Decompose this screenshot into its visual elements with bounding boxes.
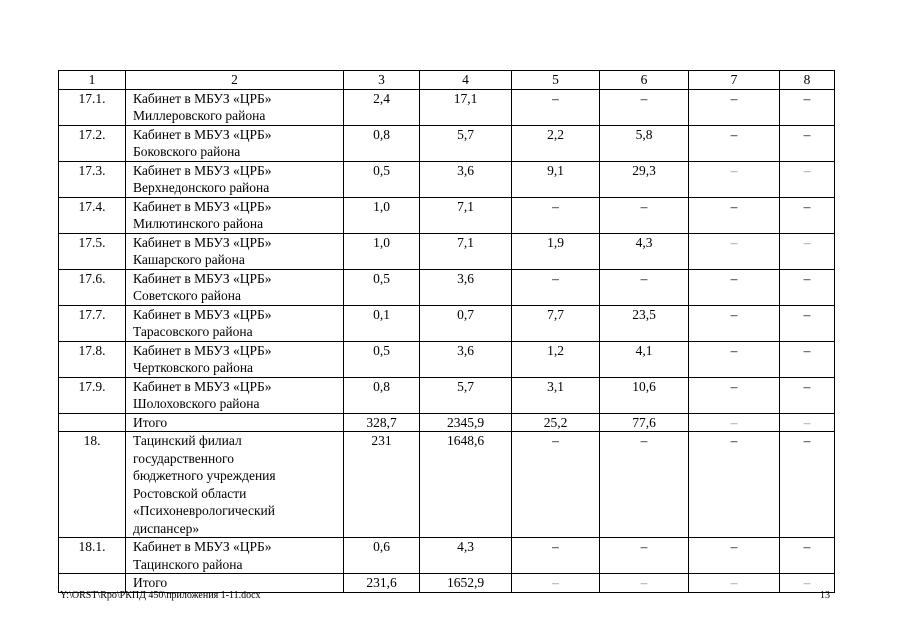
- table-row: [59, 269, 835, 305]
- row-name-line: Итого: [133, 575, 168, 590]
- cell-c5: –: [512, 432, 600, 538]
- row-name-line: Боковского района: [133, 144, 241, 159]
- row-name-line: Кабинет в МБУЗ «ЦРБ»: [133, 378, 272, 394]
- header-cell: 7: [689, 71, 780, 90]
- cell-c4: 5,7: [420, 377, 512, 413]
- cell-c8: –: [780, 341, 835, 377]
- cell-c7: –: [689, 341, 780, 377]
- file-path: Y:\ORST\Rpo\РКПД 450\приложения 1-11.docx: [60, 590, 261, 601]
- row-name-line: Тацинский филиал: [133, 433, 242, 448]
- cell-c4: 4,3: [420, 538, 512, 574]
- cell-c8: –: [780, 269, 835, 305]
- cell-c3: 0,8: [344, 377, 420, 413]
- row-name-line: Кабинет в МБУЗ «ЦРБ»: [133, 90, 272, 106]
- cell-c5: 9,1: [512, 161, 600, 197]
- row-name-line: Кабинет в МБУЗ «ЦРБ»: [133, 234, 272, 250]
- cell-c7: –: [689, 125, 780, 161]
- cell-c5: –: [512, 269, 600, 305]
- table-row: [59, 377, 835, 413]
- cell-c6: 4,1: [600, 341, 689, 377]
- cell-c4: 7,1: [420, 233, 512, 269]
- row-number: 17.9.: [59, 377, 126, 413]
- cell-c4: 3,6: [420, 269, 512, 305]
- cell-c6: –: [600, 538, 689, 574]
- table-header-row: [59, 71, 835, 90]
- table-row: [59, 233, 835, 269]
- cell-c3: 2,4: [344, 89, 420, 125]
- cell-c8: –: [780, 377, 835, 413]
- cell-c3: 0,5: [344, 161, 420, 197]
- cell-c7: –: [689, 432, 780, 538]
- cell-c4: 3,6: [420, 161, 512, 197]
- cell-c8: –: [780, 125, 835, 161]
- cell-c3: 231,6: [344, 574, 420, 593]
- cell-c6: 77,6: [600, 413, 689, 432]
- cell-c6: 4,3: [600, 233, 689, 269]
- row-number: 17.3.: [59, 161, 126, 197]
- row-name-line: бюджетного учреждения: [133, 468, 276, 483]
- table-row: [59, 89, 835, 125]
- row-name: [126, 432, 344, 538]
- row-number: 17.1.: [59, 89, 126, 125]
- row-name-line: Тарасовского района: [133, 324, 253, 339]
- cell-c6: 29,3: [600, 161, 689, 197]
- cell-c7: –: [689, 89, 780, 125]
- cell-c6: 23,5: [600, 305, 689, 341]
- cell-c3: 0,1: [344, 305, 420, 341]
- cell-c6: –: [600, 269, 689, 305]
- row-name-line: Шолоховского района: [133, 396, 260, 411]
- table-row: [59, 125, 835, 161]
- row-name-line: Итого: [133, 414, 168, 430]
- cell-c4: 3,6: [420, 341, 512, 377]
- cell-c3: 1,0: [344, 233, 420, 269]
- cell-c5: 25,2: [512, 413, 600, 432]
- table-row: [59, 538, 835, 574]
- cell-c5: –: [512, 574, 600, 593]
- cell-c6: –: [600, 432, 689, 538]
- header-cell: 2: [126, 71, 344, 90]
- row-name-line: Тацинского района: [133, 556, 243, 572]
- row-name-line: Миллеровского района: [133, 108, 266, 123]
- table-row: [59, 413, 835, 432]
- table-row: [59, 161, 835, 197]
- cell-c7: –: [689, 538, 780, 574]
- header-cell: 1: [59, 71, 126, 90]
- cell-c8: –: [780, 413, 835, 432]
- table-row: [59, 432, 835, 538]
- header-cell: 6: [600, 71, 689, 90]
- cell-c7: –: [689, 413, 780, 432]
- row-name: [126, 197, 344, 233]
- table-row: [59, 197, 835, 233]
- cell-c8: –: [780, 432, 835, 538]
- row-number: 17.4.: [59, 197, 126, 233]
- header-cell: 5: [512, 71, 600, 90]
- cell-c4: 2345,9: [420, 413, 512, 432]
- row-number: 17.5.: [59, 233, 126, 269]
- cell-c6: –: [600, 574, 689, 593]
- cell-c7: –: [689, 233, 780, 269]
- cell-c3: 0,6: [344, 538, 420, 574]
- cell-c5: 2,2: [512, 125, 600, 161]
- row-name-line: «Психоневрологический: [133, 503, 275, 518]
- row-name: [126, 538, 344, 574]
- row-number: [59, 413, 126, 432]
- cell-c8: –: [780, 161, 835, 197]
- row-number: 17.7.: [59, 305, 126, 341]
- cell-c8: –: [780, 574, 835, 593]
- cell-c7: –: [689, 305, 780, 341]
- row-name-line: Кабинет в МБУЗ «ЦРБ»: [133, 342, 272, 358]
- row-name-line: Верхнедонского района: [133, 180, 270, 195]
- row-name-line: Кашарского района: [133, 252, 245, 267]
- cell-c8: –: [780, 538, 835, 574]
- row-name: [126, 341, 344, 377]
- cell-c3: 0,5: [344, 269, 420, 305]
- row-name: [126, 377, 344, 413]
- row-number: 17.2.: [59, 125, 126, 161]
- row-name: [126, 233, 344, 269]
- row-name-line: Советского района: [133, 288, 241, 303]
- row-name-line: Кабинет в МБУЗ «ЦРБ»: [133, 198, 272, 214]
- row-name-line: диспансер»: [133, 520, 200, 536]
- cell-c4: 17,1: [420, 89, 512, 125]
- row-number: 17.6.: [59, 269, 126, 305]
- cell-c6: 5,8: [600, 125, 689, 161]
- row-name-line: Кабинет в МБУЗ «ЦРБ»: [133, 539, 272, 554]
- table-row: [59, 341, 835, 377]
- header-cell: 8: [780, 71, 835, 90]
- cell-c7: –: [689, 269, 780, 305]
- row-name: [126, 89, 344, 125]
- cell-c7: –: [689, 377, 780, 413]
- row-number: 18.1.: [59, 538, 126, 574]
- row-name-line: Кабинет в МБУЗ «ЦРБ»: [133, 270, 272, 286]
- cell-c3: 0,8: [344, 125, 420, 161]
- cell-c8: –: [780, 197, 835, 233]
- row-name-line: Чертковского района: [133, 360, 254, 375]
- cell-c8: –: [780, 305, 835, 341]
- cell-c5: –: [512, 538, 600, 574]
- row-name: [126, 125, 344, 161]
- row-name-line: Кабинет в МБУЗ «ЦРБ»: [133, 306, 272, 322]
- row-name: [126, 161, 344, 197]
- cell-c3: 1,0: [344, 197, 420, 233]
- cell-c4: 5,7: [420, 125, 512, 161]
- cell-c5: –: [512, 197, 600, 233]
- cell-c3: 231: [344, 432, 420, 538]
- row-name: [126, 269, 344, 305]
- header-cell: 3: [344, 71, 420, 90]
- cell-c6: –: [600, 89, 689, 125]
- row-name-line: Кабинет в МБУЗ «ЦРБ»: [133, 126, 272, 142]
- row-name: [126, 305, 344, 341]
- row-name-line: Ростовской области: [133, 485, 247, 501]
- cell-c7: –: [689, 161, 780, 197]
- row-number: 17.8.: [59, 341, 126, 377]
- cell-c4: 1648,6: [420, 432, 512, 538]
- cell-c5: 1,2: [512, 341, 600, 377]
- cell-c5: 1,9: [512, 233, 600, 269]
- cell-c5: 7,7: [512, 305, 600, 341]
- row-name-line: Кабинет в МБУЗ «ЦРБ»: [133, 162, 272, 178]
- row-name-line: Милютинского района: [133, 216, 264, 231]
- cell-c7: –: [689, 197, 780, 233]
- cell-c6: –: [600, 197, 689, 233]
- cell-c4: 1652,9: [420, 574, 512, 593]
- table-row: [59, 305, 835, 341]
- cell-c4: 7,1: [420, 197, 512, 233]
- cell-c5: 3,1: [512, 377, 600, 413]
- page-number: 13: [820, 590, 830, 601]
- header-cell: 4: [420, 71, 512, 90]
- data-table: [58, 70, 835, 593]
- cell-c8: –: [780, 233, 835, 269]
- row-name: [126, 413, 344, 432]
- cell-c3: 0,5: [344, 341, 420, 377]
- cell-c5: –: [512, 89, 600, 125]
- cell-c7: –: [689, 574, 780, 593]
- row-number: 18.: [59, 432, 126, 538]
- cell-c8: –: [780, 89, 835, 125]
- cell-c6: 10,6: [600, 377, 689, 413]
- row-name-line: государственного: [133, 450, 234, 466]
- cell-c3: 328,7: [344, 413, 420, 432]
- cell-c4: 0,7: [420, 305, 512, 341]
